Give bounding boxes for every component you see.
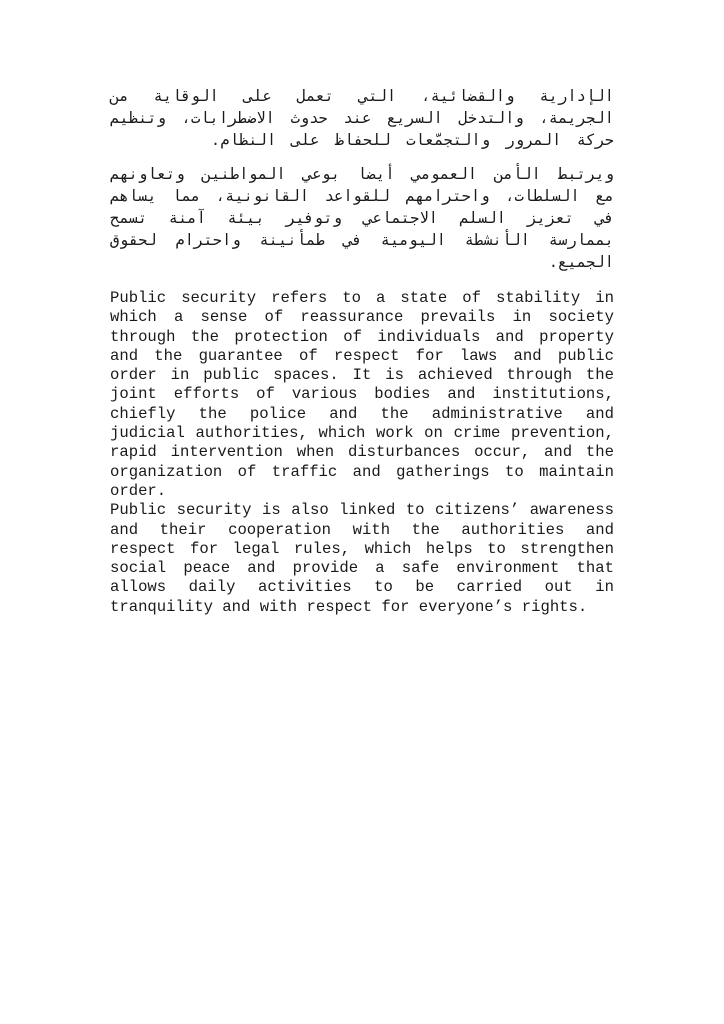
document-page [110,86,614,617]
arabic-paragraph-1: الإدارية والقضائية، التي تعمل على الوقاية من الجريمة، والتدخل السريع عند حدوث الاضطرابات، وتنظيم حركة المرور والتجمّعات للحفاظ على النظام. [110,88,614,150]
arabic-paragraph-2: ويرتبط الأمن العمومي أيضا بوعي المواطنين وتعاونهم مع السلطات، واحترامهم للقواعد القانونية، مما يساهم في تعزيز السلم الاجتماعي وتوفير بيئة آمنة تسمح بممارسة الأنشطة اليومية في طمأنينة واحترام لحقوق الجميع. [110,166,614,272]
english-paragraph-1: Public security refers to a state of stability in which a sense of reassurance prevails in society through the protection of individuals and property and the guarantee of respect for laws and public order in public spaces. It is achieved through the joint efforts of various bodies and institutions, chiefly the police and the administrative and judicial authorities, which work on crime prevention, rapid intervention when disturbances occur, and the organization of traffic and gatherings to maintain order. [110,289,614,500]
english-paragraph-2: Public security is also linked to citizens’ awareness and their cooperation with the authorities and respect for legal rules, which helps to strengthen social peace and provide a safe environment that allows daily activities to be carried out in tranquility and with respect for everyone’s rights. [110,501,614,616]
